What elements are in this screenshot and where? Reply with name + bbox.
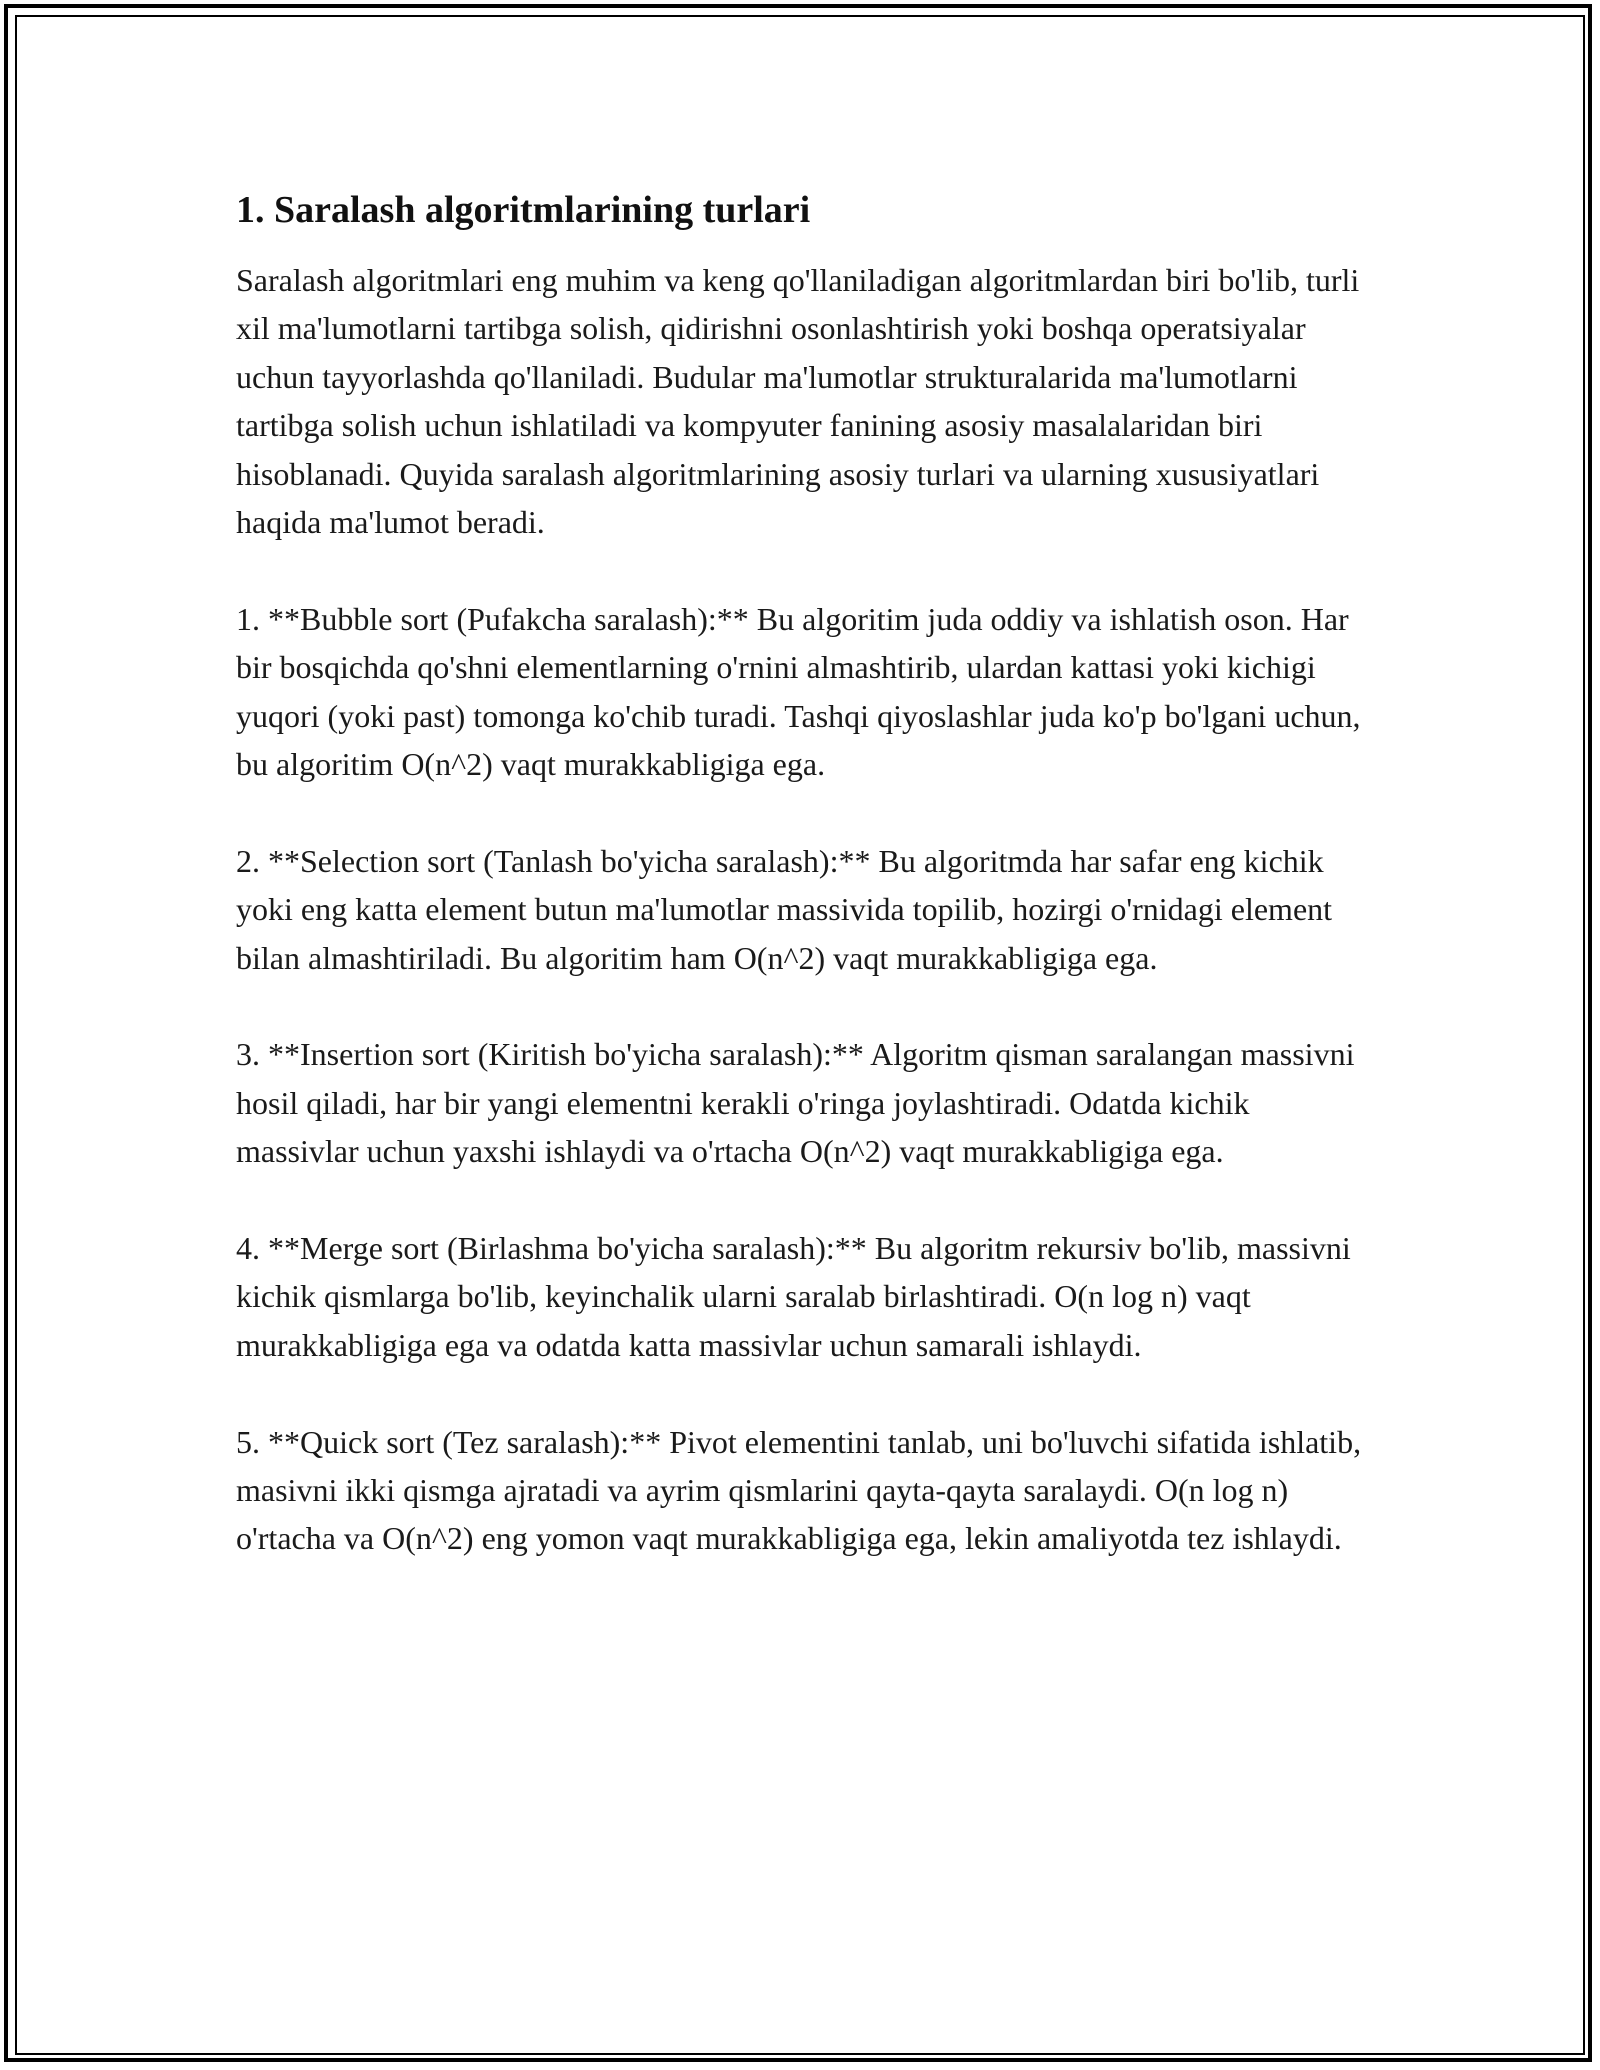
insertion-sort-paragraph: 3. **Insertion sort (Kiritish bo'yicha saralash):** Algoritm qisman saralangan massivni hosil qiladi, har bir yangi elementni kerakli o'ringa joylashtiradi. Odatda kichik massivlar uchun yaxshi ishlaydi va o'rtacha O(n^2) vaqt murakkabligiga ega.	[236, 1036, 1355, 1170]
section-heading: 1. Saralash algoritmlarining turlari	[236, 189, 811, 231]
document-body	[236, 186, 1376, 1563]
merge-sort-paragraph: 4. **Merge sort (Birlashma bo'yicha saralash):** Bu algoritm rekursiv bo'lib, massivni kichik qismlarga bo'lib, keyinchalik ularni saralab birlashtiradi. O(n log n) vaqt murakkabligiga ega va odatda katta massivlar uchun samarali ishlaydi.	[236, 1230, 1351, 1363]
intro-paragraph: Saralash algoritmlari eng muhim va keng qo'llaniladigan algoritmlardan biri bo'lib, turli xil ma'lumotlarni tartibga solish, qidirishni osonlashtirish yoki boshqa operatsiyalar uchun tayyorlashda qo'llaniladi. Budular ma'lumotlar strukturalarida ma'lumotlarni tartibga solish uchun ishlatiladi va kompyuter fanining asosiy masalalaridan biri hisoblanadi. Quyida saralash algoritmlarining asosiy turlari va ularning xususiyatlari haqida ma'lumot beradi.	[236, 262, 1360, 541]
quick-sort-paragraph: 5. **Quick sort (Tez saralash):** Pivot elementini tanlab, uni bo'luvchi sifatida ishlatib, masivni ikki qismga ajratadi va ayrim qismlarini qayta-qayta saralaydi. O(n log n) o'rtacha va O(n^2) eng yomon vaqt murakkabligiga ega, lekin amaliyotda tez ishlaydi.	[236, 1423, 1362, 1557]
bubble-sort-paragraph: 1. **Bubble sort (Pufakcha saralash):** Bu algoritim juda oddiy va ishlatish oson. Har bir bosqichda qo'shni elementlarning o'rnini almashtirib, ulardan kattasi yoki kichigi yuqori (yoki past) tomonga ko'chib turadi. Tashqi qiyoslashlar juda ko'p bo'lgani uchun, bu algoritim O(n^2) vaqt murakkabligiga ega.	[236, 600, 1361, 783]
selection-sort-paragraph: 2. **Selection sort (Tanlash bo'yicha saralash):** Bu algoritmda har safar eng kichik yoki eng katta element butun ma'lumotlar massivida topilib, hozirgi o'rnidagi element bilan almashtiriladi. Bu algoritim ham O(n^2) vaqt murakkabligiga ega.	[236, 842, 1333, 976]
